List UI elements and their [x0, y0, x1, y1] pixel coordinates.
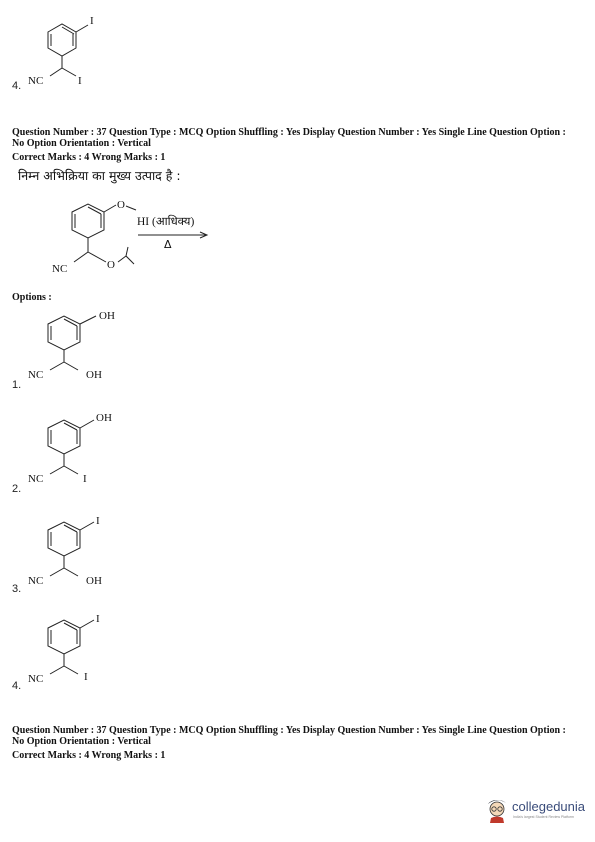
brand-tagline: India's largest Student Review Platform — [513, 815, 574, 819]
reaction-arrow — [136, 230, 212, 240]
meta-line-1: Question Number : 37 Question Type : MCQ Option Shuffling : Yes Display Question Number : Yes Single Line Question Option : — [12, 725, 566, 736]
side-substituent: OH — [86, 369, 102, 381]
option-3-number: 3. — [12, 583, 22, 595]
side-substituent: OH — [86, 575, 102, 587]
reagent-label: HI (आधिक्य) — [137, 216, 195, 228]
nc-label: NC — [28, 473, 44, 485]
marks-line: Correct Marks : 4 Wrong Marks : 1 — [12, 152, 166, 163]
next-question-meta — [12, 725, 587, 761]
structure-option-3[interactable] — [30, 512, 140, 592]
nc-label: NC — [28, 369, 44, 381]
marks-line: Correct Marks : 4 Wrong Marks : 1 — [12, 750, 166, 761]
ring-substituent: I — [90, 15, 94, 27]
side-substituent: I — [78, 75, 82, 87]
ring-substituent: OH — [99, 310, 115, 322]
nc-label: NC — [52, 263, 68, 275]
meta-line-2: No Option Orientation : Vertical — [12, 736, 151, 747]
collegedunia-logo[interactable] — [485, 796, 589, 826]
nc-label: NC — [28, 75, 44, 87]
mascot-icon — [485, 796, 509, 824]
question-meta — [12, 127, 587, 163]
structure-top-option — [30, 10, 120, 92]
option-2-number: 2. — [12, 483, 22, 495]
ring-oxygen: O — [117, 199, 125, 211]
option-4-number: 4. — [12, 680, 22, 692]
option-1-number: 1. — [12, 379, 22, 391]
ring-substituent: OH — [96, 412, 112, 424]
nc-label: NC — [28, 575, 44, 587]
meta-line-2: No Option Orientation : Vertical — [12, 138, 151, 149]
nc-label: NC — [28, 673, 44, 685]
structure-option-1[interactable] — [30, 306, 140, 386]
question-text: निम्न अभिक्रिया का मुख्य उत्पाद है : — [18, 168, 181, 183]
side-substituent: I — [83, 473, 87, 485]
meta-line-1: Question Number : 37 Question Type : MCQ Option Shuffling : Yes Display Question Number : Yes Single Line Question Option : — [12, 127, 566, 138]
structure-option-4[interactable] — [30, 610, 140, 690]
side-oxygen: O — [107, 259, 115, 271]
brand-name: collegedunia — [512, 799, 586, 814]
options-label: Options : — [12, 292, 52, 303]
condition-label: Δ — [164, 238, 172, 251]
ring-substituent: I — [96, 613, 100, 625]
side-substituent: I — [84, 671, 88, 683]
option-number: 4. — [12, 80, 22, 92]
ring-substituent: I — [96, 515, 100, 527]
structure-option-2[interactable] — [30, 410, 140, 490]
